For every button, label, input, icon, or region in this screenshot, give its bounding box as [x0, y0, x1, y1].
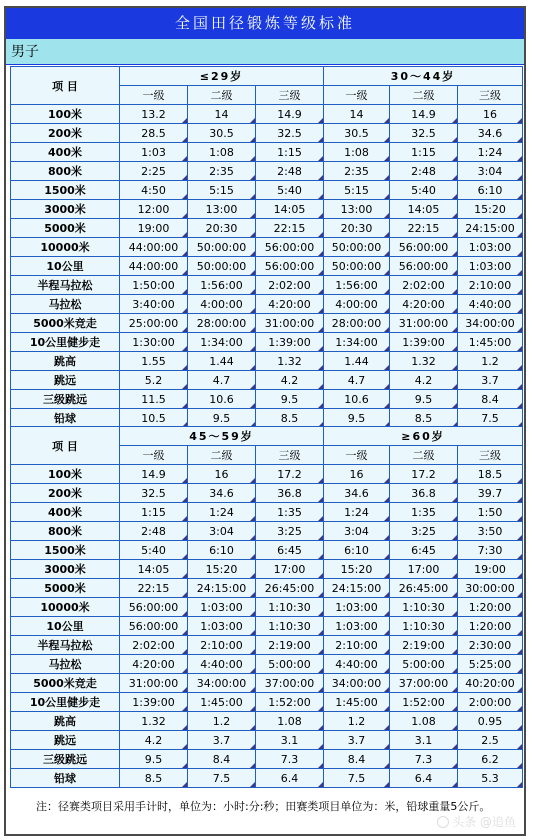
- standard-value: 1:10:30: [390, 617, 458, 636]
- standard-value: 6:45: [390, 541, 458, 560]
- standard-value: 30.5: [188, 124, 256, 143]
- event-name: 10公里: [11, 617, 120, 636]
- level-header: 三级: [458, 86, 523, 105]
- standard-value: 16: [458, 105, 523, 124]
- standard-value: 2:19:00: [390, 636, 458, 655]
- standard-value: 1:45:00: [324, 693, 390, 712]
- table-row: [11, 522, 523, 541]
- event-name: 1500米: [11, 541, 120, 560]
- standard-value: 3:25: [256, 522, 324, 541]
- age-group-header: ≤29岁: [120, 67, 324, 86]
- level-header: 三级: [256, 446, 324, 465]
- watermark-logo-icon: [437, 816, 449, 828]
- standard-value: 4:50: [120, 181, 188, 200]
- standard-value: 1:15: [390, 143, 458, 162]
- page-title: 全国田径锻炼等级标准: [6, 8, 524, 39]
- standard-value: 1:03:00: [458, 238, 523, 257]
- standard-value: 39.7: [458, 484, 523, 503]
- event-name: 5000米: [11, 219, 120, 238]
- event-name: 3000米: [11, 200, 120, 219]
- standard-value: 28.5: [120, 124, 188, 143]
- standard-value: 3.1: [390, 731, 458, 750]
- standard-value: 4:20:00: [390, 295, 458, 314]
- standard-value: 37:00:00: [256, 674, 324, 693]
- standard-value: 3.1: [256, 731, 324, 750]
- standard-value: 14: [188, 105, 256, 124]
- standard-value: 32.5: [120, 484, 188, 503]
- table-row: [11, 371, 523, 390]
- standard-value: 30:00:00: [458, 579, 523, 598]
- standards-table-upper: [10, 66, 523, 428]
- standard-value: 34:00:00: [324, 674, 390, 693]
- standards-document: [4, 6, 526, 836]
- table-row: [11, 200, 523, 219]
- standard-value: 1:24: [188, 503, 256, 522]
- standard-value: 50:00:00: [188, 257, 256, 276]
- standard-value: 5.2: [120, 371, 188, 390]
- standard-value: 13.2: [120, 105, 188, 124]
- standard-value: 1:39:00: [256, 333, 324, 352]
- event-name: 三级跳远: [11, 390, 120, 409]
- standard-value: 1:03:00: [458, 257, 523, 276]
- standard-value: 2:10:00: [458, 276, 523, 295]
- age-group-header: 30～44岁: [324, 67, 523, 86]
- table-row: [11, 162, 523, 181]
- standard-value: 3.7: [458, 371, 523, 390]
- standard-value: 1:56:00: [188, 276, 256, 295]
- standard-value: 4.2: [256, 371, 324, 390]
- standard-value: 13:00: [188, 200, 256, 219]
- standard-value: 4:20:00: [120, 655, 188, 674]
- event-name: 跳远: [11, 731, 120, 750]
- standard-value: 1.32: [120, 712, 188, 731]
- standard-value: 20:30: [324, 219, 390, 238]
- event-name: 5000米: [11, 579, 120, 598]
- standard-value: 34:00:00: [458, 314, 523, 333]
- event-name: 1500米: [11, 181, 120, 200]
- standard-value: 24:15:00: [188, 579, 256, 598]
- event-name: 400米: [11, 503, 120, 522]
- table-row: [11, 314, 523, 333]
- standard-value: 56:00:00: [390, 257, 458, 276]
- table-row: [11, 257, 523, 276]
- standard-value: 3:40:00: [120, 295, 188, 314]
- table-row: [11, 143, 523, 162]
- standard-value: 2:19:00: [256, 636, 324, 655]
- standard-value: 2:48: [390, 162, 458, 181]
- age-group-header: 45～59岁: [120, 427, 324, 446]
- standard-value: 25:00:00: [120, 314, 188, 333]
- standard-value: 3:50: [458, 522, 523, 541]
- standard-value: 17.2: [256, 465, 324, 484]
- standard-value: 18.5: [458, 465, 523, 484]
- standard-value: 1:03:00: [188, 617, 256, 636]
- standard-value: 5:25:00: [458, 655, 523, 674]
- standard-value: 31:00:00: [120, 674, 188, 693]
- standard-value: 3:04: [458, 162, 523, 181]
- standard-value: 40:20:00: [458, 674, 523, 693]
- item-column-header: 项 目: [11, 67, 120, 105]
- watermark: [437, 813, 516, 830]
- table-row: [11, 560, 523, 579]
- standard-value: 4:40:00: [324, 655, 390, 674]
- event-name: 10公里健步走: [11, 333, 120, 352]
- standard-value: 1.08: [256, 712, 324, 731]
- standard-value: 1.44: [188, 352, 256, 371]
- standard-value: 1.32: [390, 352, 458, 371]
- standard-value: 1.08: [390, 712, 458, 731]
- event-name: 200米: [11, 484, 120, 503]
- standard-value: 1:20:00: [458, 617, 523, 636]
- standard-value: 1.2: [324, 712, 390, 731]
- standard-value: 5:40: [256, 181, 324, 200]
- standard-value: 32.5: [256, 124, 324, 143]
- standard-value: 3:25: [390, 522, 458, 541]
- standard-value: 31:00:00: [390, 314, 458, 333]
- standard-value: 20:30: [188, 219, 256, 238]
- event-name: 跳高: [11, 712, 120, 731]
- standard-value: 2:00:00: [458, 693, 523, 712]
- standard-value: 19:00: [458, 560, 523, 579]
- event-name: 3000米: [11, 560, 120, 579]
- standard-value: 1:03: [120, 143, 188, 162]
- standard-value: 22:15: [256, 219, 324, 238]
- standard-value: 56:00:00: [256, 257, 324, 276]
- event-name: 400米: [11, 143, 120, 162]
- standard-value: 2:48: [256, 162, 324, 181]
- standard-value: 5:00:00: [390, 655, 458, 674]
- standard-value: 0.95: [458, 712, 523, 731]
- standard-value: 1:34:00: [324, 333, 390, 352]
- standard-value: 15:20: [324, 560, 390, 579]
- standard-value: 7.3: [256, 750, 324, 769]
- standard-value: 1:35: [256, 503, 324, 522]
- standard-value: 14:05: [390, 200, 458, 219]
- standard-value: 36.8: [256, 484, 324, 503]
- standard-value: 1:34:00: [188, 333, 256, 352]
- table-row: [11, 276, 523, 295]
- standard-value: 4:40:00: [188, 655, 256, 674]
- item-column-header: 项 目: [11, 427, 120, 465]
- standard-value: 1:10:30: [390, 598, 458, 617]
- standard-value: 1:52:00: [390, 693, 458, 712]
- event-name: 跳高: [11, 352, 120, 371]
- standard-value: 24:15:00: [324, 579, 390, 598]
- standard-value: 1:24: [458, 143, 523, 162]
- standard-value: 5:00:00: [256, 655, 324, 674]
- table-row: [11, 124, 523, 143]
- standard-value: 2:30:00: [458, 636, 523, 655]
- level-header: 二级: [390, 446, 458, 465]
- standard-value: 32.5: [390, 124, 458, 143]
- standard-value: 1:10:30: [256, 617, 324, 636]
- standard-value: 9.5: [390, 390, 458, 409]
- event-name: 5000米竞走: [11, 674, 120, 693]
- standard-value: 1:50:00: [120, 276, 188, 295]
- standard-value: 44:00:00: [120, 238, 188, 257]
- standard-value: 24:15:00: [458, 219, 523, 238]
- standard-value: 2:48: [120, 522, 188, 541]
- table-row: [11, 636, 523, 655]
- standard-value: 56:00:00: [120, 617, 188, 636]
- standard-value: 3.7: [324, 731, 390, 750]
- table-row: [11, 655, 523, 674]
- standard-value: 50:00:00: [188, 238, 256, 257]
- event-name: 5000米竞走: [11, 314, 120, 333]
- standard-value: 2:10:00: [324, 636, 390, 655]
- standard-value: 1:10:30: [256, 598, 324, 617]
- standard-value: 5.3: [458, 769, 523, 788]
- standard-value: 2:35: [188, 162, 256, 181]
- standard-value: 4:40:00: [458, 295, 523, 314]
- standard-value: 10.6: [324, 390, 390, 409]
- standard-value: 16: [188, 465, 256, 484]
- standard-value: 36.8: [390, 484, 458, 503]
- standard-value: 19:00: [120, 219, 188, 238]
- standard-value: 4:20:00: [256, 295, 324, 314]
- table-row: [11, 238, 523, 257]
- standard-value: 5:40: [390, 181, 458, 200]
- event-name: 铅球: [11, 409, 120, 428]
- event-name: 马拉松: [11, 655, 120, 674]
- footnote: 注：径赛类项目采用手计时，单位为：小时:分:秒；田赛类项目单位为：米，铅球重量5公斤。: [36, 800, 491, 813]
- standard-value: 10.5: [120, 409, 188, 428]
- table-row: [11, 484, 523, 503]
- level-header: 一级: [324, 446, 390, 465]
- standard-value: 14.9: [256, 105, 324, 124]
- standard-value: 3:04: [188, 522, 256, 541]
- event-name: 10000米: [11, 598, 120, 617]
- standard-value: 34.6: [324, 484, 390, 503]
- standard-value: 1:52:00: [256, 693, 324, 712]
- standard-value: 6.4: [390, 769, 458, 788]
- standard-value: 14.9: [120, 465, 188, 484]
- standard-value: 26:45:00: [256, 579, 324, 598]
- table-row: [11, 598, 523, 617]
- standard-value: 1:15: [120, 503, 188, 522]
- standard-value: 1.2: [458, 352, 523, 371]
- standard-value: 34:00:00: [188, 674, 256, 693]
- standard-value: 1:03:00: [324, 598, 390, 617]
- standard-value: 9.5: [324, 409, 390, 428]
- event-name: 三级跳远: [11, 750, 120, 769]
- table-row: [11, 352, 523, 371]
- standard-value: 4.2: [390, 371, 458, 390]
- level-header: 一级: [324, 86, 390, 105]
- standard-value: 17:00: [256, 560, 324, 579]
- standard-value: 6:10: [188, 541, 256, 560]
- standard-value: 30.5: [324, 124, 390, 143]
- standard-value: 4.7: [324, 371, 390, 390]
- gender-label: 男子: [6, 39, 524, 65]
- table-row: [11, 105, 523, 124]
- standard-value: 1:39:00: [390, 333, 458, 352]
- standard-value: 44:00:00: [120, 257, 188, 276]
- table-row: [11, 333, 523, 352]
- standard-value: 1:03:00: [188, 598, 256, 617]
- event-name: 100米: [11, 465, 120, 484]
- standard-value: 6.2: [458, 750, 523, 769]
- event-name: 铅球: [11, 769, 120, 788]
- table-row: [11, 712, 523, 731]
- standard-value: 14.9: [390, 105, 458, 124]
- standard-value: 2:25: [120, 162, 188, 181]
- standard-value: 3.7: [188, 731, 256, 750]
- standard-value: 14:05: [120, 560, 188, 579]
- table-row: [11, 617, 523, 636]
- standard-value: 2:02:00: [120, 636, 188, 655]
- standard-value: 8.4: [458, 390, 523, 409]
- standard-value: 17:00: [390, 560, 458, 579]
- standard-value: 22:15: [390, 219, 458, 238]
- level-header: 二级: [188, 86, 256, 105]
- event-name: 10公里: [11, 257, 120, 276]
- standard-value: 1:45:00: [458, 333, 523, 352]
- standard-value: 8.4: [188, 750, 256, 769]
- standard-value: 34.6: [458, 124, 523, 143]
- table-row: [11, 219, 523, 238]
- standard-value: 8.5: [256, 409, 324, 428]
- standard-value: 1:08: [324, 143, 390, 162]
- standard-value: 7.5: [458, 409, 523, 428]
- standard-value: 26:45:00: [390, 579, 458, 598]
- standard-value: 6:45: [256, 541, 324, 560]
- standard-value: 5:15: [324, 181, 390, 200]
- standard-value: 28:00:00: [188, 314, 256, 333]
- standard-value: 1:15: [256, 143, 324, 162]
- standard-value: 6.4: [256, 769, 324, 788]
- standard-value: 11.5: [120, 390, 188, 409]
- standard-value: 1:08: [188, 143, 256, 162]
- standard-value: 1:03:00: [324, 617, 390, 636]
- standard-value: 5:15: [188, 181, 256, 200]
- standard-value: 4.7: [188, 371, 256, 390]
- standard-value: 1:30:00: [120, 333, 188, 352]
- table-row: [11, 465, 523, 484]
- standard-value: 13:00: [324, 200, 390, 219]
- standard-value: 1:24: [324, 503, 390, 522]
- standard-value: 8.5: [390, 409, 458, 428]
- standard-value: 9.5: [120, 750, 188, 769]
- standard-value: 1.44: [324, 352, 390, 371]
- standard-value: 1:20:00: [458, 598, 523, 617]
- standard-value: 6:10: [324, 541, 390, 560]
- standard-value: 50:00:00: [324, 257, 390, 276]
- standard-value: 5:40: [120, 541, 188, 560]
- event-name: 半程马拉松: [11, 276, 120, 295]
- standard-value: 2:02:00: [390, 276, 458, 295]
- standard-value: 4.2: [120, 731, 188, 750]
- table-row: [11, 181, 523, 200]
- table-row: [11, 769, 523, 788]
- standard-value: 50:00:00: [324, 238, 390, 257]
- level-header: 一级: [120, 446, 188, 465]
- standard-value: 10.6: [188, 390, 256, 409]
- level-header: 三级: [256, 86, 324, 105]
- standard-value: 2:10:00: [188, 636, 256, 655]
- standard-value: 7.3: [390, 750, 458, 769]
- age-group-header: ≥60岁: [324, 427, 523, 446]
- standard-value: 1:56:00: [324, 276, 390, 295]
- standard-value: 1:39:00: [120, 693, 188, 712]
- standard-value: 15:20: [188, 560, 256, 579]
- event-name: 马拉松: [11, 295, 120, 314]
- table-row: [11, 674, 523, 693]
- standard-value: 17.2: [390, 465, 458, 484]
- event-name: 10000米: [11, 238, 120, 257]
- standard-value: 15:20: [458, 200, 523, 219]
- standard-value: 8.5: [120, 769, 188, 788]
- level-header: 二级: [390, 86, 458, 105]
- event-name: 800米: [11, 162, 120, 181]
- standard-value: 7.5: [324, 769, 390, 788]
- standard-value: 56:00:00: [256, 238, 324, 257]
- event-name: 200米: [11, 124, 120, 143]
- standard-value: 9.5: [188, 409, 256, 428]
- standards-table-lower: [10, 426, 523, 788]
- standard-value: 16: [324, 465, 390, 484]
- table-row: [11, 731, 523, 750]
- standard-value: 31:00:00: [256, 314, 324, 333]
- standard-value: 1:50: [458, 503, 523, 522]
- event-name: 10公里健步走: [11, 693, 120, 712]
- standard-value: 37:00:00: [390, 674, 458, 693]
- standard-value: 9.5: [256, 390, 324, 409]
- standard-value: 1.2: [188, 712, 256, 731]
- event-name: 半程马拉松: [11, 636, 120, 655]
- table-row: [11, 390, 523, 409]
- standard-value: 8.4: [324, 750, 390, 769]
- standard-value: 2.5: [458, 731, 523, 750]
- standard-value: 7.5: [188, 769, 256, 788]
- standard-value: 1.55: [120, 352, 188, 371]
- table-row: [11, 409, 523, 428]
- standard-value: 2:35: [324, 162, 390, 181]
- standard-value: 4:00:00: [324, 295, 390, 314]
- level-header: 一级: [120, 86, 188, 105]
- standard-value: 1:35: [390, 503, 458, 522]
- standard-value: 14:05: [256, 200, 324, 219]
- standard-value: 4:00:00: [188, 295, 256, 314]
- table-row: [11, 579, 523, 598]
- standard-value: 1:45:00: [188, 693, 256, 712]
- level-header: 二级: [188, 446, 256, 465]
- standard-value: 1.32: [256, 352, 324, 371]
- table-row: [11, 541, 523, 560]
- standard-value: 2:02:00: [256, 276, 324, 295]
- table-row: [11, 503, 523, 522]
- event-name: 100米: [11, 105, 120, 124]
- table-row: [11, 750, 523, 769]
- standard-value: 12:00: [120, 200, 188, 219]
- table-row: [11, 295, 523, 314]
- level-header: 三级: [458, 446, 523, 465]
- standard-value: 28:00:00: [324, 314, 390, 333]
- event-name: 跳远: [11, 371, 120, 390]
- standard-value: 7:30: [458, 541, 523, 560]
- standard-value: 56:00:00: [390, 238, 458, 257]
- watermark-text: 头条 @追鱼: [452, 815, 516, 829]
- standard-value: 6:10: [458, 181, 523, 200]
- standard-value: 22:15: [120, 579, 188, 598]
- standard-value: 3:04: [324, 522, 390, 541]
- standard-value: 34.6: [188, 484, 256, 503]
- table-row: [11, 693, 523, 712]
- event-name: 800米: [11, 522, 120, 541]
- standard-value: 56:00:00: [120, 598, 188, 617]
- standard-value: 14: [324, 105, 390, 124]
